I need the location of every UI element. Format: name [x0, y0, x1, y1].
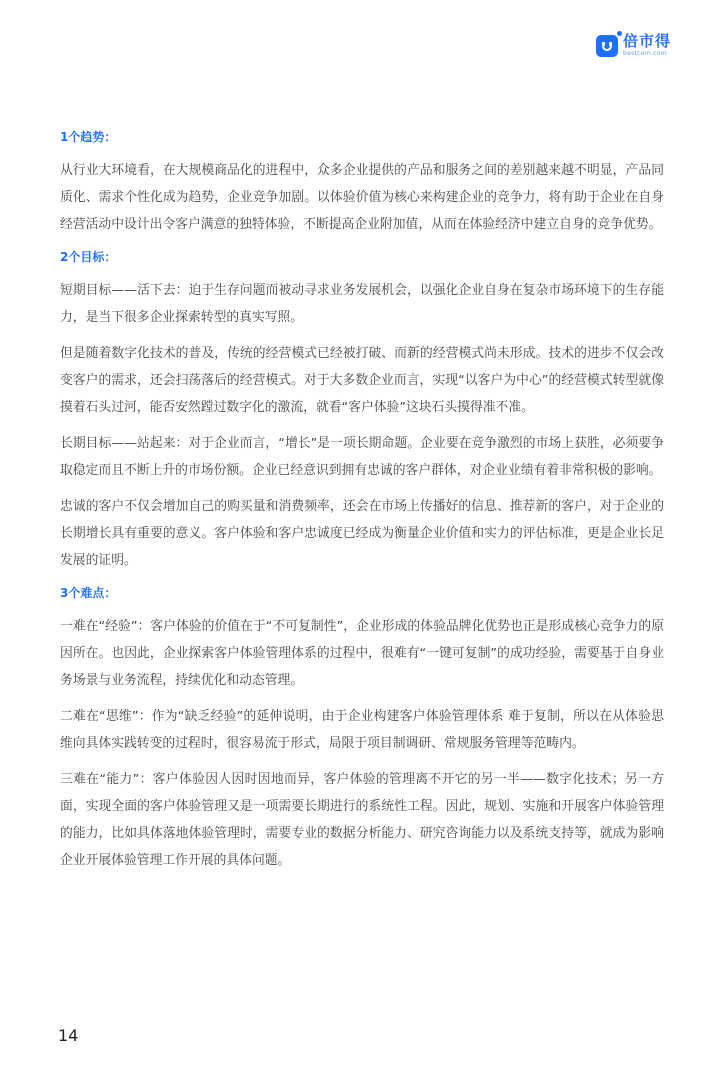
paragraph: 从行业大环境看，在大规模商品化的进程中，众多企业提供的产品和服务之间的差别越来越不明显，产品同质化、需求个性化成为趋势，企业竞争加剧。以体验价值为核心来构建企业的竞争力，将有助于企业在自身经营活动中设计出令客户满意的独特体验，不断提高企业附加值，从而在体验经济中建立自身的竞争优势。 [60, 163, 664, 232]
section-goals [60, 247, 664, 574]
section-heading: 3个难点： [60, 586, 117, 600]
section-difficulties [60, 583, 664, 874]
paragraph: 忠诚的客户不仅会增加自己的购买量和消费频率，还会在市场上传播好的信息、推荐新的客户，对于企业的长期增长具有重要的意义。客户体验和客户忠诚度已经成为衡量企业价值和实力的评估标准，更是企业长足发展的证明。 [60, 499, 664, 568]
section-heading: 1个趋势： [60, 130, 117, 144]
section-trend [60, 127, 664, 238]
paragraph: 二难在“思维”：作为“缺乏经验”的延伸说明，由于企业构建客户体验管理体系 难于复制，所以在从体验思维向具体实践转变的过程时，很容易流于形式，局限于项目制调研、常规服务管理等范畴内。 [60, 709, 664, 751]
brand-name: 倍市得 [623, 32, 672, 50]
paragraph: 一难在“经验”：客户体验的价值在于“不可复制性”，企业形成的体验品牌化优势也正是形成核心竞争力的原因所在。也因此，企业探索客户体验管理体系的过程中，很难有“一键可复制”的成功经验，需要基于自身业务场景与业务流程，持续优化和动态管理。 [60, 619, 664, 688]
paragraph: 短期目标——活下去：迫于生存问题而被动寻求业务发展机会，以强化企业自身在复杂市场环境下的生存能力，是当下很多企业探索转型的真实写照。 [60, 283, 664, 325]
paragraph: 但是随着数字化技术的普及，传统的经营模式已经被打破、而新的经营模式尚未形成。技术的进步不仅会改变客户的需求，还会扫荡落后的经营模式。对于大多数企业而言，实现“以客户为中心”的经营模式转型就像摸着石头过河，能否安然蹚过数字化的激流，就看“客户体验”这块石头摸得准不准。 [60, 346, 664, 415]
brand-url: bestcem.com [623, 50, 667, 57]
paragraph: 三难在“能力”：客户体验因人因时因地而异，客户体验的管理离不开它的另一半——数字化技术；另一方面，实现全面的客户体验管理又是一项需要长期进行的系统性工程。因此，规划、实施和开展客户体验管理的能力，比如具体落地体验管理时，需要专业的数据分析能力、研究咨询能力以及系统支持等，就成为影响企业开展体验管理工作开展的具体问题。 [60, 772, 664, 868]
section-heading: 2个目标： [60, 250, 117, 264]
smiley-logo-icon [596, 35, 618, 57]
page-number: 14 [58, 1026, 79, 1045]
document-body [60, 127, 664, 883]
brand-logo [596, 34, 671, 57]
paragraph: 长期目标——站起来：对于企业而言，“增长”是一项长期命题。企业要在竞争激烈的市场上获胜，必须要争取稳定而且不断上升的市场份额。企业已经意识到拥有忠诚的客户群体，对企业业绩有着非常积极的影响。 [60, 436, 664, 478]
